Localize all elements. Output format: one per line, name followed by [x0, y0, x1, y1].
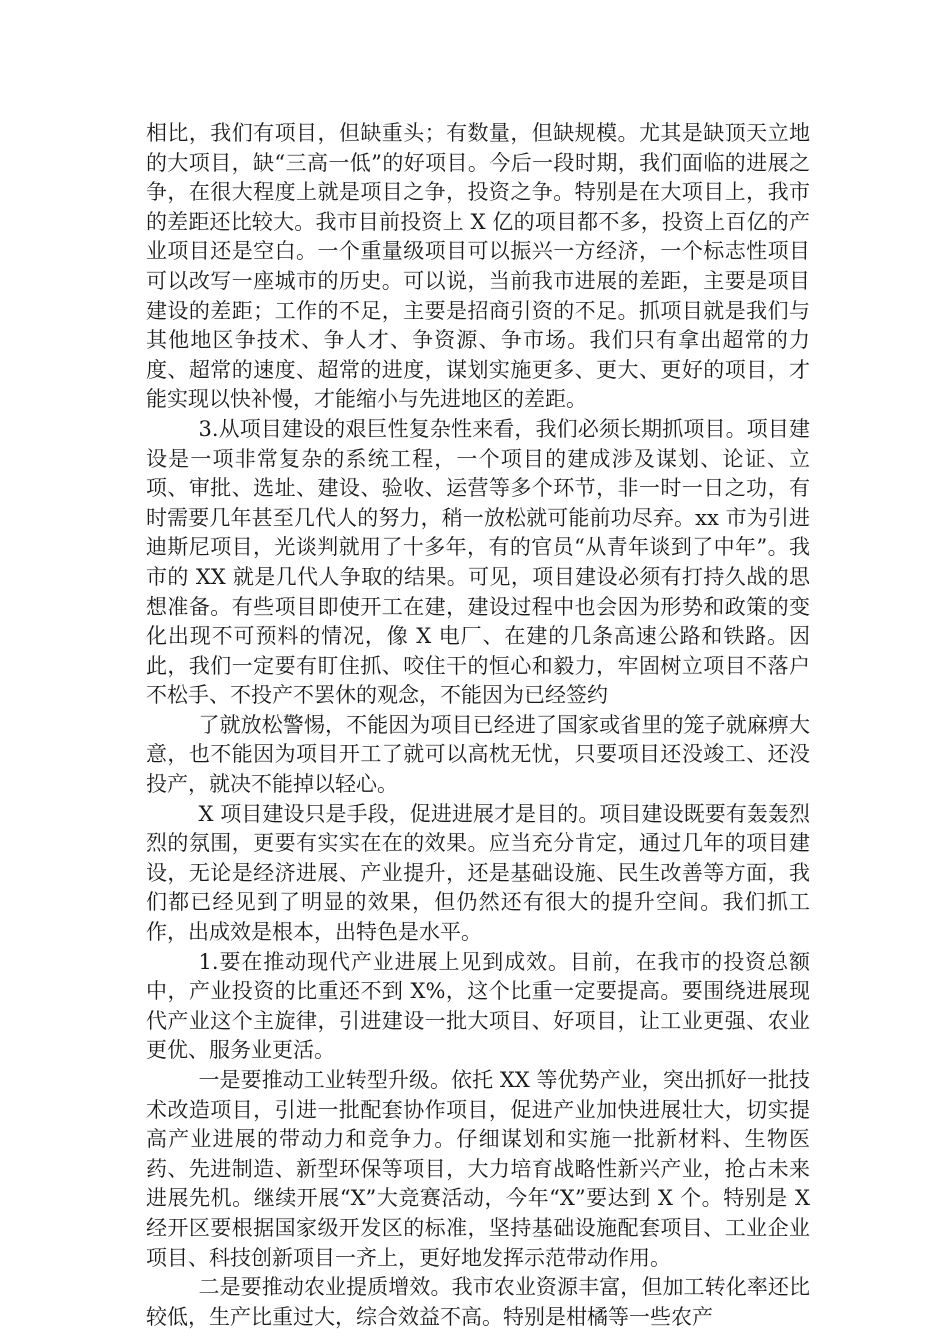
paragraph-6: 一是要推动工业转型升级。依托 XX 等优势产业，突出抓好一批技术改造项目，引进一批配套协作项目，促进产业加快进展壮大，切实提高产业进展的带动力和竞争力。仔细谋划和实施一批新材料、生物医药、先进制造、新型环保等项目，大力培育战略性新兴产业，抢占未来进展先机。继续开展“X”大竞赛活动，今年“X”要达到 X 个。特别是 X 经开区要根据国家级开发区的标准，坚持基础设施配套项目、工业企业项目、科技创新项目一齐上，更好地发挥示范带动作用。	[146, 1068, 810, 1270]
document-page	[146, 119, 810, 1332]
paragraph-7: 二是要推动农业提质增效。我市农业资源丰富，但加工转化率还比较低，生产比重过大，综合效益不高。特别是柑橘等一些农产	[146, 1275, 810, 1329]
paragraph-4: X 项目建设只是手段，促进进展才是目的。项目建设既要有轰轰烈烈的氛围，更要有实实在在的效果。应当充分肯定，通过几年的项目建设，无论是经济进展、产业提升，还是基础设施、民生改善等方面，我们都已经见到了明显的效果，但仍然还有很大的提升空间。我们抓工作，出成效是根本，出特色是水平。	[146, 801, 810, 945]
paragraph-2: 3.从项目建设的艰巨性复杂性来看，我们必须长期抓项目。项目建设是一项非常复杂的系统工程，一个项目的建成涉及谋划、论证、立项、审批、选址、建设、验收、运营等多个环节，非一时一日之功，有时需要几年甚至几代人的努力，稍一放松就可能前功尽弃。xx 市为引进迪斯尼项目，光谈判就用了十多年，有的官员“从青年谈到了中年”。我市的 XX 就是几代人争取的结果。可见，项目建设必须有打持久战的思想准备。有些项目即使开工在建，建设过程中也会因为形势和政策的变化出现不可预料的情况，像 X 电厂、在建的几条高速公路和铁路。因此，我们一定要有盯住抓、咬住干的恒心和毅力，牢固树立项目不落户不松手、不投产不罢休的观念，不能因为已经签约	[146, 416, 810, 708]
paragraph-1: 相比，我们有项目，但缺重头；有数量，但缺规模。尤其是缺顶天立地的大项目，缺“三高一低”的好项目。今后一段时期，我们面临的进展之争，在很大程度上就是项目之争，投资之争。特别是在大项目上，我市的差距还比较大。我市目前投资上 X 亿的项目都不多，投资上百亿的产业项目还是空白。一个重量级项目可以振兴一方经济，一个标志性项目可以改写一座城市的历史。可以说，当前我市进展的差距，主要是项目建设的差距；工作的不足，主要是招商引资的不足。抓项目就是我们与其他地区争技术、争人才、争资源、争市场。我们只有拿出超常的力度、超常的速度、超常的进度，谋划实施更多、更大、更好的项目，才能实现以快补慢，才能缩小与先进地区的差距。	[146, 121, 810, 412]
paragraph-5: 1.要在推动现代产业进展上见到成效。目前，在我市的投资总额中，产业投资的比重还不到 X%，这个比重一定要提高。要围绕进展现代产业这个主旋律，引进建设一批大项目、好项目，让工业更强、农业更优、服务业更活。	[146, 949, 810, 1063]
paragraph-3: 了就放松警惕，不能因为项目已经进了国家或省里的笼子就麻痹大意，也不能因为项目开工了就可以高枕无忧，只要项目还没竣工、还没投产，就决不能掉以轻心。	[146, 712, 810, 797]
